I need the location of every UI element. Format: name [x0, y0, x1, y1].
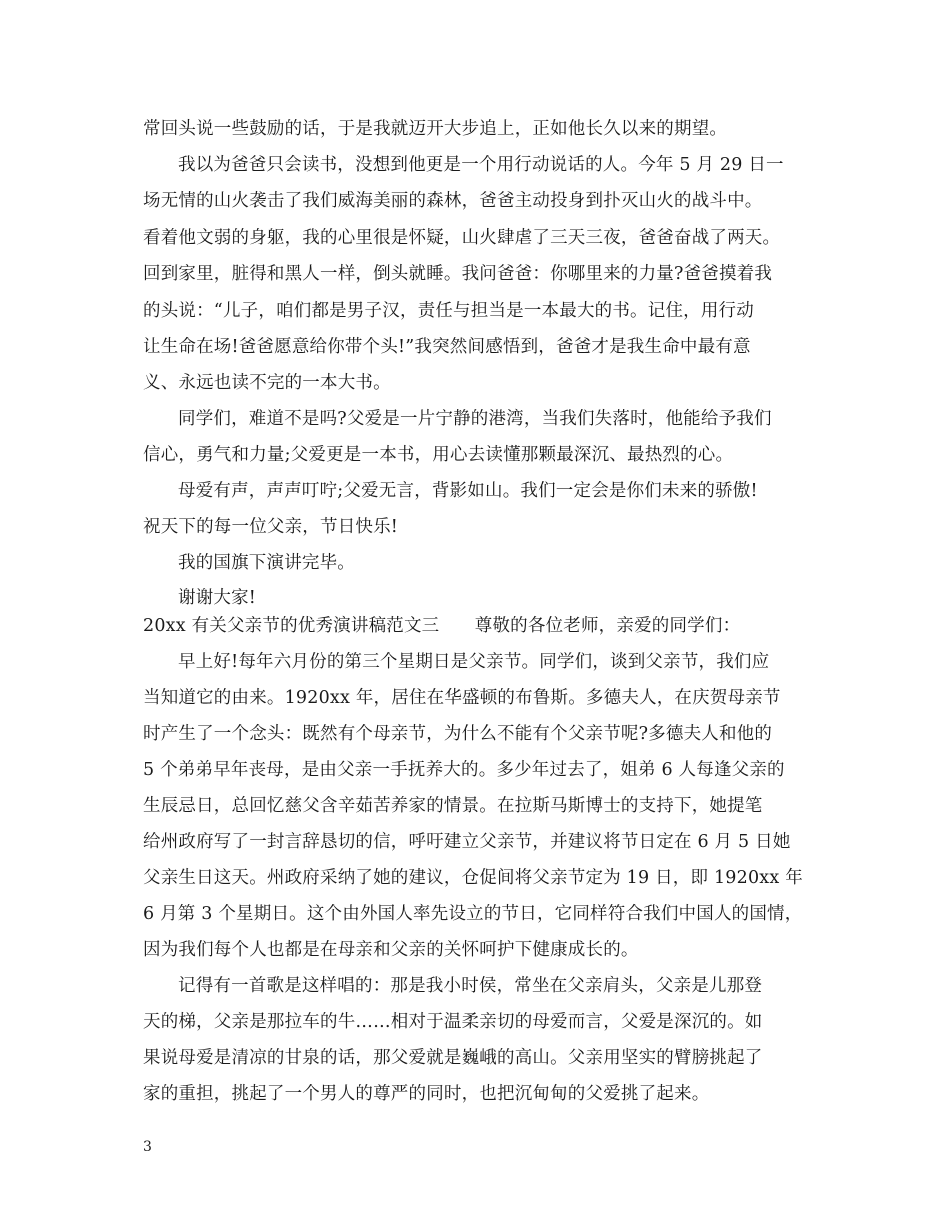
text-line: 同学们，难道不是吗?父爱是一片宁静的港湾，当我们失落时，他能给予我们 [178, 409, 772, 429]
text-line: 回到家里，脏得和黑人一样，倒头就睡。我问爸爸：你哪里来的力量?爸爸摸着我 [143, 264, 773, 284]
text-line: 母爱有声，声声叮咛;父爱无言，背影如山。我们一定会是你们未来的骄傲! [178, 481, 758, 501]
text-line: 记得有一首歌是这样唱的：那是我小时侯，常坐在父亲肩头，父亲是儿那登 [178, 976, 763, 996]
text-line: 看着他文弱的身躯，我的心里很是怀疑，山火肆虐了三天三夜，爸爸奋战了两天。 [143, 228, 781, 248]
text-line: 我的国旗下演讲完毕。 [178, 553, 355, 573]
text-line: 早上好!每年六月份的第三个星期日是父亲节。同学们，谈到父亲节，我们应 [178, 652, 770, 672]
text-line: 天的梯，父亲是那拉车的牛……相对于温柔亲切的母爱而言，父爱是深沉的。如 [143, 1012, 763, 1032]
text-line: 果说母爱是清凉的甘泉的话，那父爱就是巍峨的高山。父亲用坚实的臂膀挑起了 [143, 1048, 763, 1068]
text-line: 当知道它的由来。1920xx 年，居住在华盛顿的布鲁斯。多德夫人，在庆贺母亲节 [143, 688, 781, 708]
text-line: 谢谢大家! [178, 588, 257, 608]
text-line: 时产生了一个念头：既然有个母亲节，为什么不能有个父亲节呢?多德夫人和他的 [143, 724, 773, 744]
text-line: 6 月第 3 个星期日。这个由外国人率先设立的节日，它同样符合我们中国人的国情， [143, 904, 803, 924]
text-line: 5 个弟弟早年丧母，是由父亲一手抚养大的。多少年过去了，姐弟 6 人每逢父亲的 [143, 760, 785, 780]
text-line: 信心，勇气和力量;父爱更是一本书，用心去读懂那颗最深沉、最热烈的心。 [143, 445, 734, 465]
text-line: 父亲生日这天。州政府采纳了她的建议，仓促间将父亲节定为 19 日，即 1920xx 年 [143, 868, 803, 888]
text-line: 我以为爸爸只会读书，没想到他更是一个用行动说话的人。今年 5 月 29 日一 [178, 155, 784, 175]
text-line: 生辰忌日，总回忆慈父含辛茹苦养家的情景。在拉斯马斯博士的支持下，她提笔 [143, 796, 763, 816]
text-line: 家的重担，挑起了一个男人的尊严的同时，也把沉甸甸的父爱挑了起来。 [143, 1084, 710, 1104]
text-line: 场无情的山火袭击了我们威海美丽的森林，爸爸主动投身到扑灭山火的战斗中。 [143, 191, 763, 211]
section-heading: 20xx 有关父亲节的优秀演讲稿范文三 尊敬的各位老师，亲爱的同学们： [143, 616, 741, 636]
text-line: 祝天下的每一位父亲，节日快乐! [143, 517, 399, 537]
text-line: 给州政府写了一封言辞恳切的信，呼吁建立父亲节，并建议将节日定在 6 月 5 日她 [143, 832, 791, 852]
text-line: 因为我们每个人也都是在母亲和父亲的关怀呵护下健康成长的。 [143, 940, 639, 960]
text-line: 常回头说一些鼓励的话，于是我就迈开大步追上，正如他长久以来的期望。 [143, 119, 728, 139]
text-line: 的头说：“儿子，咱们都是男子汉，责任与担当是一本最大的书。记住，用行动 [143, 301, 754, 321]
page-number: 3 [143, 1139, 152, 1155]
text-line: 让生命在场!爸爸愿意给你带个头!”我突然间感悟到，爸爸才是我生命中最有意 [143, 337, 751, 357]
text-line: 义、永远也读不完的一本大书。 [143, 373, 391, 393]
